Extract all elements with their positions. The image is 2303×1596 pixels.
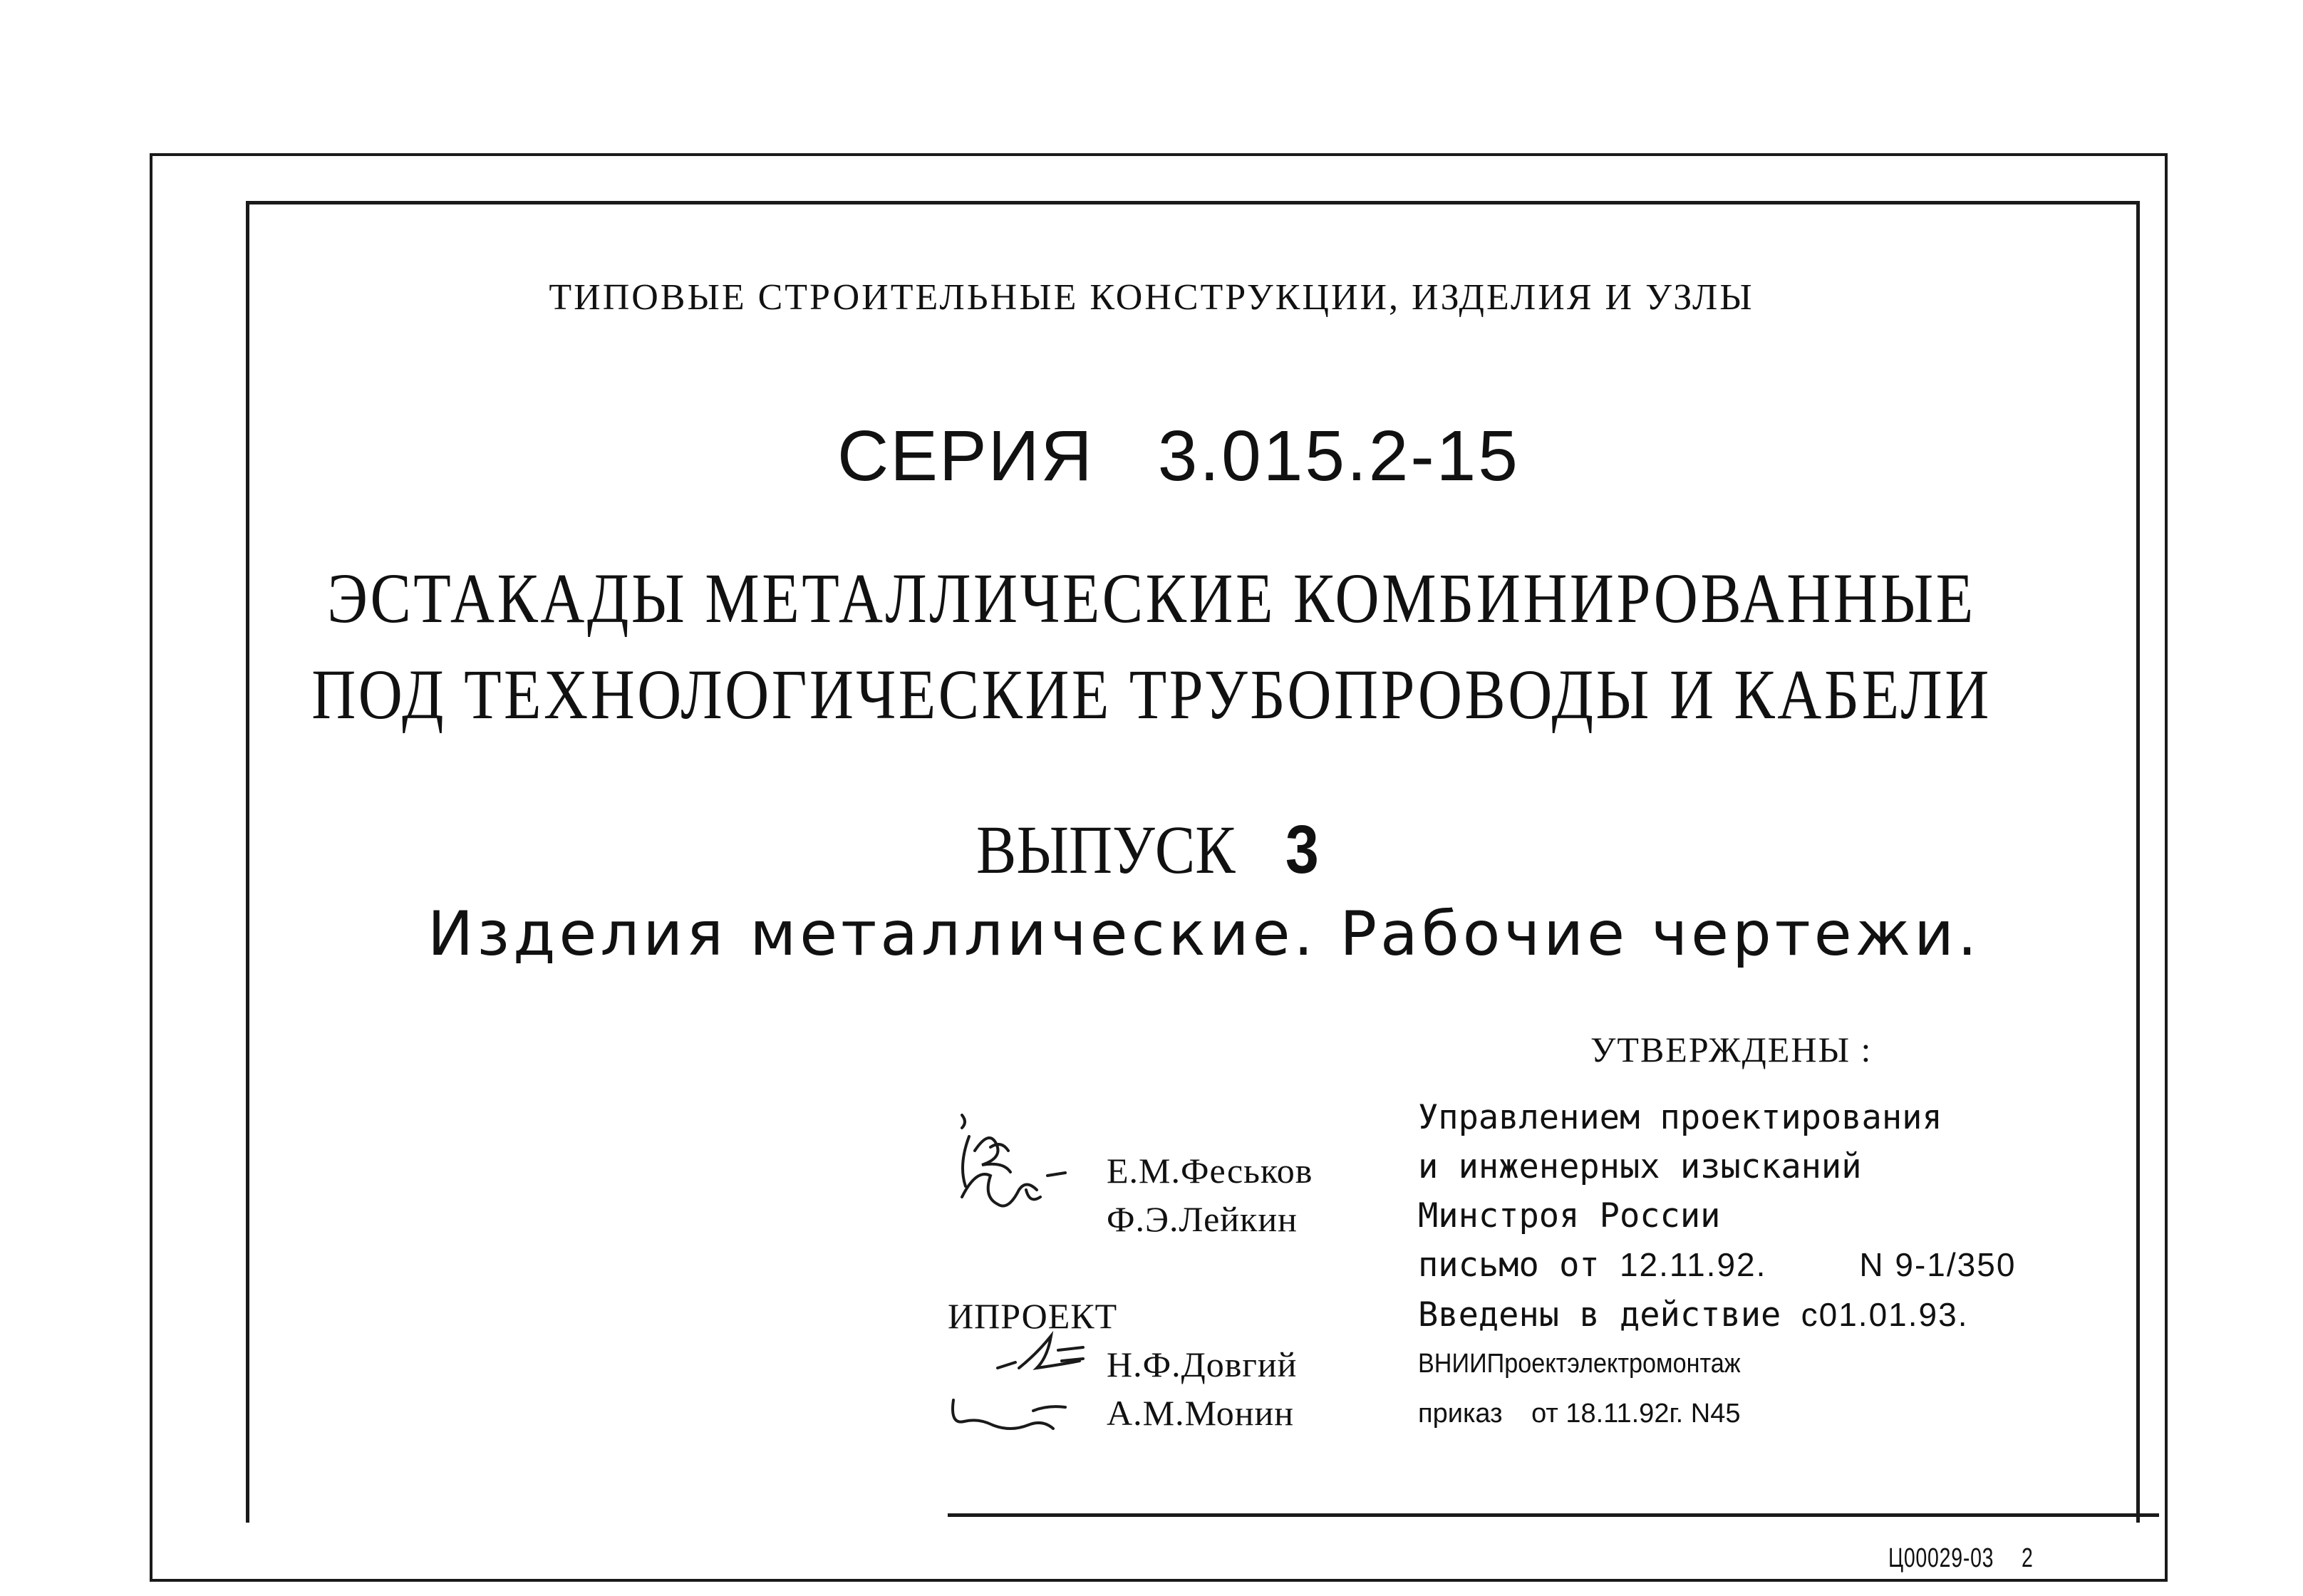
title-line-2: ПОД ТЕХНОЛОГИЧЕСКИЕ ТРУБОПРОВОДЫ И КАБЕЛИ [311,655,1992,734]
issue-line [976,812,1319,888]
signature-dovgiy [994,1329,1094,1379]
letter-date: 12.11.92. [1619,1246,1767,1283]
signature-monin [948,1386,1076,1436]
letter-prefix: письмо от [1418,1245,1600,1285]
approval-letter-line [1418,1245,2017,1285]
approval-enacted-line [1418,1295,1969,1335]
series-label: СЕРИЯ [837,416,1094,496]
signatory-org: ИПРОЕКТ [948,1296,1118,1336]
issue-number: 3 [1285,812,1319,888]
signature-feskov-leikin [948,1108,1076,1243]
sheet-identifier [1888,1545,2034,1572]
approval-order-line [1418,1400,1741,1427]
issue-subtitle: Изделия металлические. Рабочие чертежи. [428,898,1981,970]
approval-org2: ВНИИПроектэлектромонтаж [1418,1349,1741,1379]
enacted-prefix: Введены в действие [1418,1295,1781,1335]
series-code: 3.015.2-15 [1157,416,1520,496]
header-caption: ТИПОВЫЕ СТРОИТЕЛЬНЫЕ КОНСТРУКЦИИ, ИЗДЕЛИЯ И УЗЛЫ [549,277,1754,318]
signatory-1: Е.М.Феськов [1107,1151,1313,1191]
signatory-4: А.М.Монин [1107,1393,1295,1433]
bottom-rule [948,1513,2159,1517]
signatory-3: Н.Ф.Довгий [1107,1344,1298,1384]
approval-heading: УТВЕРЖДЕНЫ : [1590,1030,1873,1069]
order-rest: от 18.11.92г. N45 [1531,1399,1741,1429]
enacted-date: с01.01.93. [1801,1296,1969,1333]
approval-line-1: Управлением проектирования [1418,1098,1942,1137]
order-prefix: приказ [1418,1399,1503,1429]
sheet-code: Ц00029-03 [1888,1543,1994,1573]
issue-label: ВЫПУСК [976,812,1236,888]
approval-line-2: и инженерных изысканий [1418,1147,1862,1186]
signatory-2: Ф.Э.Лейкин [1107,1199,1298,1239]
series-line [837,416,1520,496]
approval-line-3: Минстроя России [1418,1196,1721,1235]
title-line-1: ЭСТАКАДЫ МЕТАЛЛИЧЕСКИЕ КОМБИНИРОВАННЫЕ [327,559,1976,638]
letter-number: N 9-1/350 [1859,1246,2017,1283]
sheet-number: 2 [2021,1543,2034,1573]
